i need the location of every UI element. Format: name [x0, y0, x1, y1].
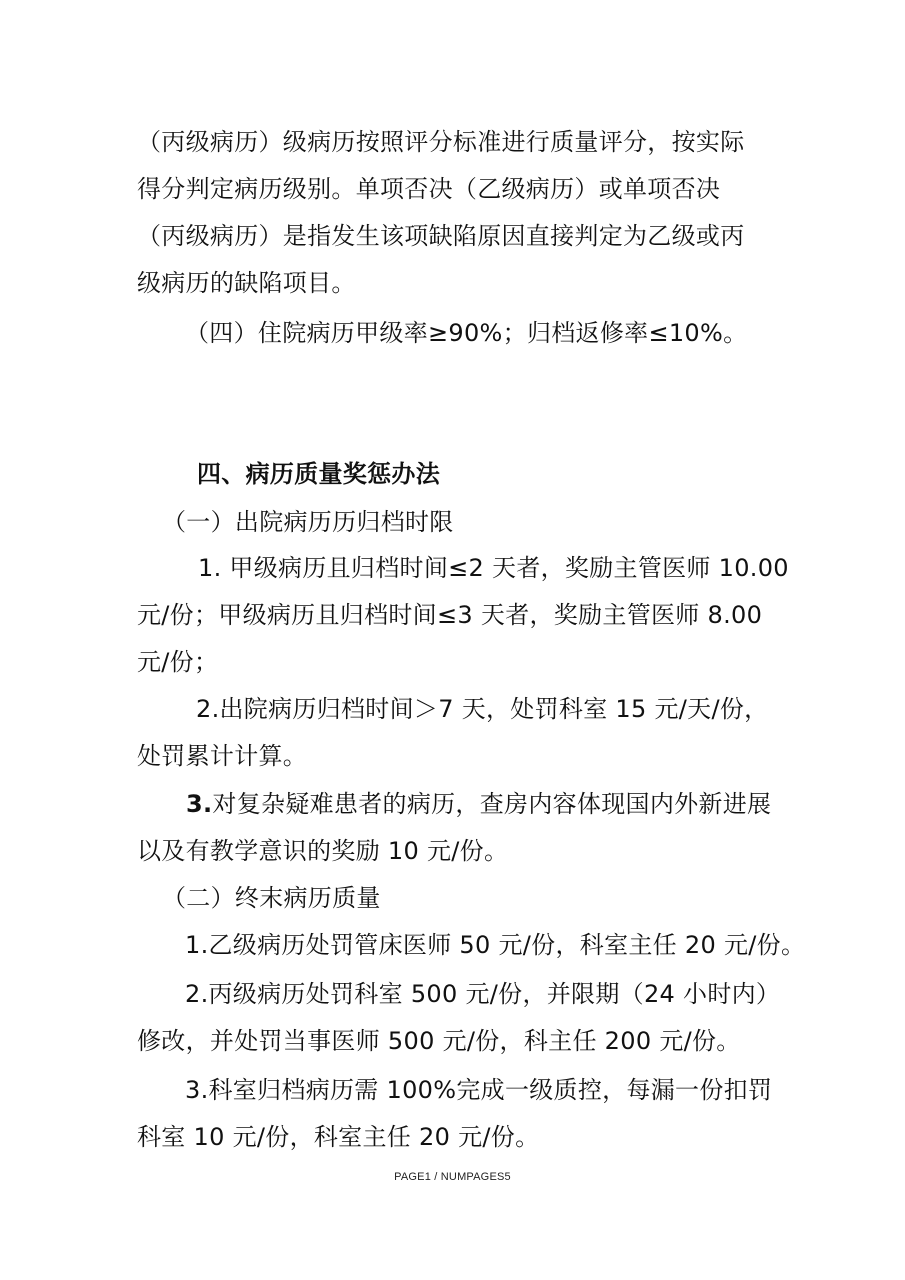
paragraph-line-2: 得分判定病历级别。单项否决（乙级病历）或单项否决: [137, 175, 721, 203]
subsection-heading-one: （一）出院病历历归档时限: [162, 508, 454, 536]
section-heading-rewards: 四、病历质量奖惩办法: [197, 460, 440, 488]
item-3-line-2: 以及有教学意识的奖励 10 元/份。: [137, 837, 509, 865]
item-b3-line-2: 科室 10 元/份，科室主任 20 元/份。: [137, 1123, 540, 1151]
paragraph-line-1: （丙级病历）级病历按照评分标准进行质量评分，按实际: [137, 128, 745, 156]
item-1-line-2: 元/份；甲级病历且归档时间≤3 天者，奖励主管医师 8.00: [137, 601, 763, 629]
item-b1-line-1: 1.乙级病历处罚管床医师 50 元/份，科室主任 20 元/份。: [185, 931, 806, 959]
item-2-line-1: 2.出院病历归档时间＞7 天，处罚科室 15 元/天/份，: [196, 695, 769, 723]
item-1-line-1: 1. 甲级病历且归档时间≤2 天者，奖励主管医师 10.00: [198, 554, 789, 582]
item-2-line-2: 处罚累计计算。: [137, 742, 308, 770]
item-3-text: 对复杂疑难患者的病历，查房内容体现国内外新进展: [212, 790, 772, 818]
item-1-line-3: 元/份；: [137, 648, 219, 676]
item-b2-line-1: 2.丙级病历处罚科室 500 元/份，并限期（24 小时内）: [185, 980, 781, 1008]
page-footer: PAGE1 / NUMPAGES5: [394, 1171, 511, 1183]
item-b3-line-1: 3.科室归档病历需 100%完成一级质控，每漏一份扣罚: [185, 1076, 773, 1104]
paragraph-line-3: （丙级病历）是指发生该项缺陷原因直接判定为乙级或丙: [137, 222, 745, 250]
item-b2-line-2: 修改，并处罚当事医师 500 元/份，科主任 200 元/份。: [137, 1027, 741, 1055]
paragraph-section-four-rates: （四）住院病历甲级率≥90%；归档返修率≤10%。: [185, 319, 748, 347]
subsection-heading-two: （二）终末病历质量: [162, 884, 381, 912]
item-3-line-1: [186, 788, 771, 820]
paragraph-line-4: 级病历的缺陷项目。: [137, 269, 356, 297]
item-3-number: 3.: [186, 790, 213, 818]
